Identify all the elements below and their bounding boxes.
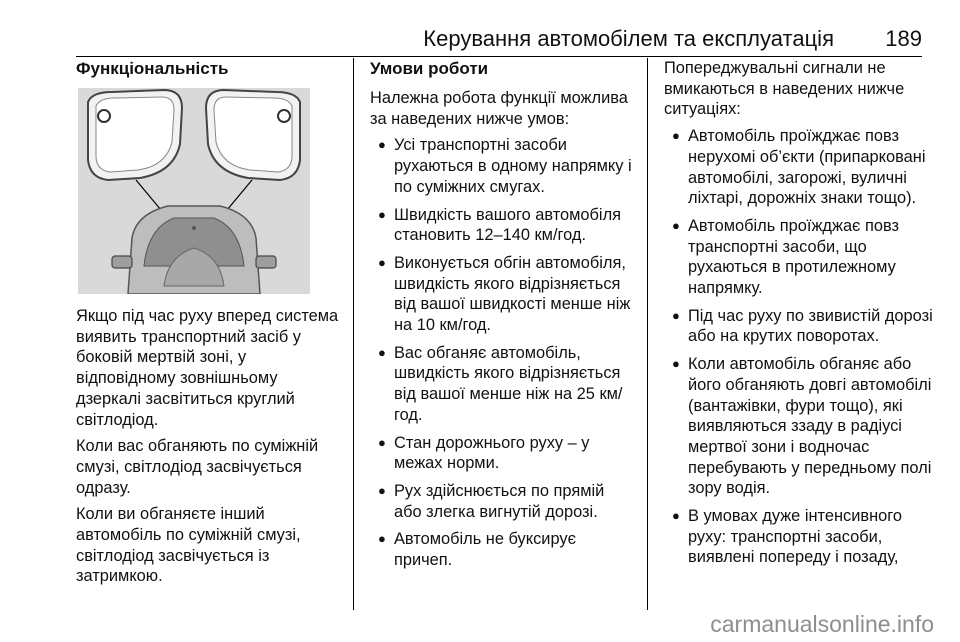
list-item: ● Автомобіль проїжджає повз транспортні засоби, що рухаються в протилежному напрямку. xyxy=(664,216,934,299)
page-header xyxy=(76,12,922,50)
column-functionality xyxy=(76,58,344,593)
list-item: ● Стан дорожнього руху – у межах норми. xyxy=(370,433,636,474)
column-divider-1 xyxy=(353,58,354,610)
list-item: ● Коли автомобіль обганяє або його обганяють довгі автомобілі (вантажівки, фури тощо), які виявляються ззаду в радіусі мертвої зони і водночас перебувають у передньому полі зору водія. xyxy=(664,354,934,499)
list-item: ● Рух здійснюється по прямій або злегка вигнутій дорозі. xyxy=(370,481,636,522)
conditions-heading: Умови роботи xyxy=(370,59,489,78)
column-operating-conditions xyxy=(370,58,636,578)
section-title: Керування автомобілем та експлуатація xyxy=(423,26,834,51)
page-number: 189 xyxy=(885,26,922,51)
left-mirror xyxy=(88,90,182,180)
header-divider xyxy=(76,56,922,57)
no-warnings-intro: Попереджувальні сигнали не вмикаються в наведених нижче ситуаціях: xyxy=(664,59,905,119)
left-led-icon xyxy=(98,110,110,122)
list-item: ● В умовах дуже інтенсивного руху: транспортні засоби, виявлені попереду і позаду, xyxy=(664,506,934,568)
no-warnings-list xyxy=(664,126,934,568)
right-mirror xyxy=(206,90,300,180)
list-item: ● Автомобіль проїжджає повз нерухомі об’єкти (припарковані автомобілі, загорожі, вуличні ліхтарі, дорожніх знаки тощо). xyxy=(664,126,934,209)
column-divider-2 xyxy=(647,58,648,610)
functionality-paragraph-1: Якщо під час руху вперед система виявить транспортний засіб у боковій мертвій зоні, у відповідному зовнішньому дзеркалі засвітиться круглий світлодіод. xyxy=(76,307,339,429)
watermark-link[interactable]: carmanualsonline.info xyxy=(710,611,934,637)
list-item: ● Швидкість вашого автомобіля становить 12–140 км/год. xyxy=(370,205,636,246)
list-item: ● Вас обганяє автомобіль, швидкість якого відрізняється від вашої менше ніж на 25 км/год. xyxy=(370,343,636,426)
conditions-intro: Належна робота функції можлива за наведених нижче умов: xyxy=(370,89,628,128)
functionality-paragraph-3: Коли ви обганяєте інший автомобіль по суміжній смузі, світлодіод засвічується із затримкою. xyxy=(76,505,301,586)
column-no-warnings xyxy=(664,58,934,575)
functionality-heading: Функціональність xyxy=(76,59,229,78)
list-item: ● Під час руху по звивистій дорозі або на крутих поворотах. xyxy=(664,306,934,347)
list-item: ● Автомобіль не буксирує причеп. xyxy=(370,529,636,570)
list-item: ● Усі транспортні засоби рухаються в одному напрямку і по суміжних смугах. xyxy=(370,135,636,197)
mirror-illustration xyxy=(78,88,310,294)
functionality-paragraph-2: Коли вас обганяють по суміжній смузі, світлодіод засвічується одразу. xyxy=(76,437,319,497)
right-led-icon xyxy=(278,110,290,122)
list-item: ● Виконується обгін автомобіля, швидкість якого відрізняється від вашої швидкості менше ніж на 10 км/год. xyxy=(370,253,636,336)
conditions-list xyxy=(370,135,636,570)
